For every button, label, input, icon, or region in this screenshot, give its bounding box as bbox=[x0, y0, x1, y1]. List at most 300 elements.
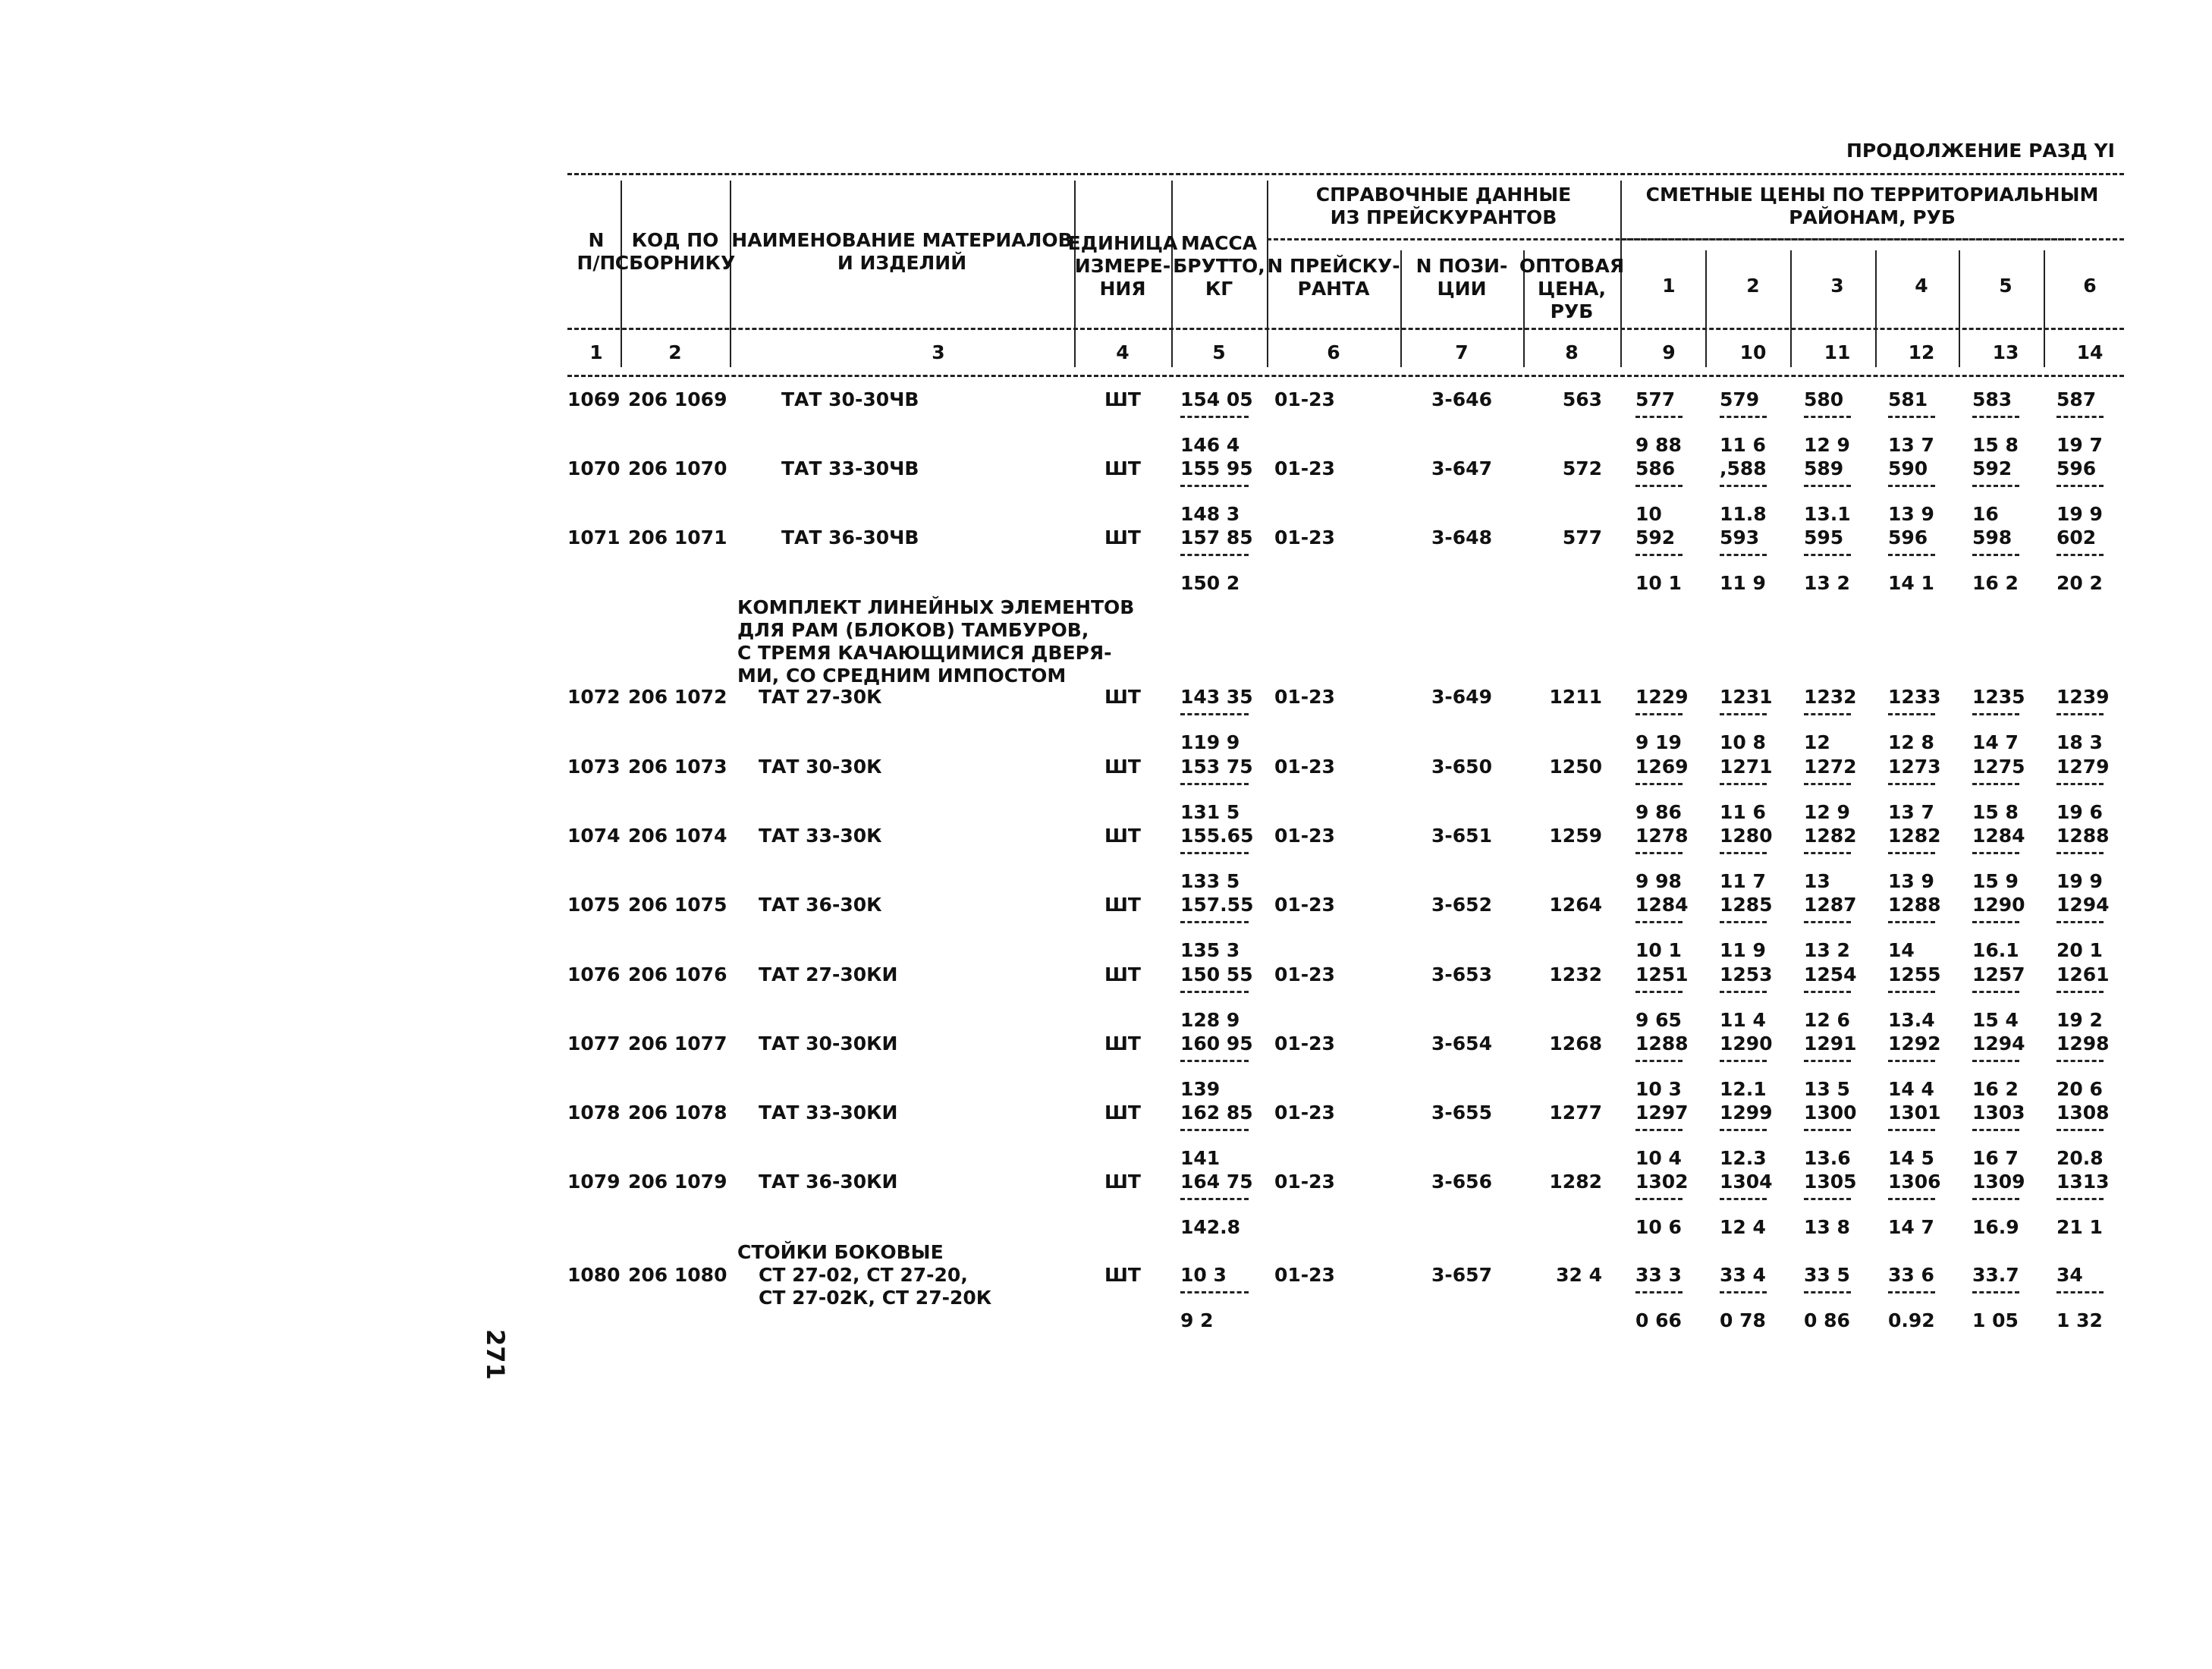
row-mass: 164 75 bbox=[1180, 1171, 1253, 1193]
row-estimate-price: 1287 bbox=[1804, 894, 1857, 916]
fraction-rule bbox=[1972, 852, 2019, 854]
row-estimate-coef: 15 8 bbox=[1972, 801, 2019, 823]
row-estimate-coef: 11 7 bbox=[1720, 870, 1766, 892]
row-unit: ШТ bbox=[1104, 1171, 1141, 1193]
row-estimate-price: 1273 bbox=[1888, 756, 1941, 778]
row-price-list: 01-23 bbox=[1274, 457, 1335, 479]
row-price-list: 01-23 bbox=[1274, 388, 1335, 410]
row-price-list: 01-23 bbox=[1274, 1033, 1335, 1055]
row-mass-net: 128 9 bbox=[1180, 1009, 1240, 1031]
row-estimate-coef: 0 86 bbox=[1804, 1309, 1850, 1331]
row-estimate-price: 1231 bbox=[1720, 686, 1773, 708]
row-estimate-price: 34 bbox=[2056, 1264, 2083, 1286]
fraction-rule bbox=[2056, 783, 2104, 785]
fraction-rule bbox=[1180, 1291, 1249, 1293]
row-estimate-price: 1278 bbox=[1635, 825, 1689, 847]
row-estimate-price: 1303 bbox=[1972, 1102, 2025, 1124]
row-wholesale: 572 bbox=[1562, 457, 1602, 479]
row-estimate-price: 1251 bbox=[1635, 963, 1689, 985]
hdr-mass-3: КГ bbox=[1205, 278, 1233, 300]
row-estimate-price: 1302 bbox=[1635, 1171, 1689, 1193]
row-estimate-coef: 13 9 bbox=[1888, 503, 1934, 525]
fraction-rule bbox=[1804, 852, 1851, 854]
fraction-rule bbox=[1720, 485, 1767, 487]
fraction-rule bbox=[1804, 554, 1851, 556]
row-estimate-coef: 12 8 bbox=[1888, 731, 1934, 753]
row-estimate-price: 592 bbox=[1635, 526, 1676, 548]
fraction-rule bbox=[1720, 554, 1767, 556]
row-estimate-price: 1255 bbox=[1888, 963, 1941, 985]
row-mass: 162 85 bbox=[1180, 1102, 1253, 1124]
row-code: 206 1076 bbox=[628, 963, 727, 985]
row-estimate-coef: 19 7 bbox=[2056, 434, 2103, 456]
row-estimate-price: 1280 bbox=[1720, 825, 1773, 847]
hdr-district: 4 bbox=[1915, 275, 1928, 297]
row-estimate-coef: 16.1 bbox=[1972, 939, 2019, 961]
row-estimate-price: 1275 bbox=[1972, 756, 2025, 778]
row-estimate-coef: 19 2 bbox=[2056, 1009, 2103, 1031]
hdr-district: 5 bbox=[1999, 275, 2012, 297]
fraction-rule bbox=[1804, 1198, 1851, 1200]
page-number: 271 bbox=[481, 1329, 510, 1380]
fraction-rule bbox=[1888, 416, 1935, 418]
row-mass-net: 142.8 bbox=[1180, 1216, 1241, 1238]
row-estimate-price: 587 bbox=[2056, 388, 2097, 410]
row-estimate-coef: 12 4 bbox=[1720, 1216, 1766, 1238]
fraction-rule bbox=[1180, 554, 1249, 556]
row-wholesale: 1250 bbox=[1549, 756, 1602, 778]
hdr-num-2: П/П bbox=[577, 252, 616, 274]
col-number: 1 bbox=[589, 341, 603, 363]
row-estimate-price: 586 bbox=[1635, 457, 1676, 479]
row-number: 1074 bbox=[567, 825, 621, 847]
row-code: 206 1074 bbox=[628, 825, 727, 847]
row-estimate-price: 1272 bbox=[1804, 756, 1857, 778]
row-estimate-price: ,588 bbox=[1720, 457, 1767, 479]
row-mass-net: 133 5 bbox=[1180, 870, 1240, 892]
row-estimate-price: 1288 bbox=[1888, 894, 1941, 916]
row-mass: 155.65 bbox=[1180, 825, 1254, 847]
row-estimate-coef: 13 7 bbox=[1888, 434, 1934, 456]
row-wholesale: 1268 bbox=[1549, 1033, 1602, 1055]
row-position: 3-656 bbox=[1431, 1171, 1492, 1193]
fraction-rule bbox=[1804, 1129, 1851, 1131]
fraction-rule bbox=[1804, 416, 1851, 418]
fraction-rule bbox=[1972, 1129, 2019, 1131]
row-estimate-coef: 13 2 bbox=[1804, 939, 1850, 961]
row-estimate-price: 33 4 bbox=[1720, 1264, 1766, 1286]
row-estimate-coef: 13.1 bbox=[1804, 503, 1851, 525]
row-estimate-price: 592 bbox=[1972, 457, 2012, 479]
row-estimate-coef: 9 19 bbox=[1635, 731, 1682, 753]
hdr-code-1: КОД ПО bbox=[631, 229, 719, 251]
fraction-rule bbox=[1720, 1129, 1767, 1131]
row-estimate-coef: 19 9 bbox=[2056, 503, 2103, 525]
row-name: ТАТ 33-30ЧВ bbox=[781, 457, 919, 479]
row-estimate-price: 577 bbox=[1635, 388, 1676, 410]
row-number: 1072 bbox=[567, 686, 621, 708]
row-estimate-coef: 10 8 bbox=[1720, 731, 1766, 753]
row-estimate-price: 1253 bbox=[1720, 963, 1773, 985]
row-price-list: 01-23 bbox=[1274, 526, 1335, 548]
row-unit: ШТ bbox=[1104, 526, 1141, 548]
header-top-rule bbox=[567, 173, 2124, 175]
col-number: 3 bbox=[932, 341, 945, 363]
hdr-code-2: СБОРНИКУ bbox=[614, 252, 736, 274]
row-estimate-coef: 9 65 bbox=[1635, 1009, 1682, 1031]
row-code: 206 1077 bbox=[628, 1033, 727, 1055]
row-estimate-coef: 19 9 bbox=[2056, 870, 2103, 892]
row-unit: ШТ bbox=[1104, 457, 1141, 479]
row-position: 3-649 bbox=[1431, 686, 1492, 708]
header-divider bbox=[1875, 250, 1877, 367]
row-mass-net: 131 5 bbox=[1180, 801, 1240, 823]
row-estimate-coef: 10 1 bbox=[1635, 572, 1682, 594]
row-estimate-coef: 13 7 bbox=[1888, 801, 1934, 823]
fraction-rule bbox=[1635, 921, 1683, 923]
row-code: 206 1078 bbox=[628, 1102, 727, 1124]
row-estimate-price: 595 bbox=[1804, 526, 1844, 548]
hdr-num-1: N bbox=[588, 229, 605, 251]
row-estimate-coef: 14 4 bbox=[1888, 1078, 1934, 1100]
row-position: 3-654 bbox=[1431, 1033, 1492, 1055]
fraction-rule bbox=[1888, 554, 1935, 556]
row-estimate-price: 1261 bbox=[2056, 963, 2110, 985]
group-heading-line: С ТРЕМЯ КАЧАЮЩИМИСЯ ДВЕРЯ- bbox=[737, 642, 1112, 664]
row-mass-net: 135 3 bbox=[1180, 939, 1240, 961]
hdr-ref-2: ИЗ ПРЕЙСКУРАНТОВ bbox=[1330, 206, 1557, 228]
row-code: 206 1079 bbox=[628, 1171, 727, 1193]
row-number: 1080 bbox=[567, 1264, 621, 1286]
row-mass: 160 95 bbox=[1180, 1033, 1253, 1055]
fraction-rule bbox=[1635, 852, 1683, 854]
row-number: 1073 bbox=[567, 756, 621, 778]
row-estimate-price: 33 3 bbox=[1635, 1264, 1682, 1286]
row-mass-net: 139 bbox=[1180, 1078, 1221, 1100]
fraction-rule bbox=[1972, 783, 2019, 785]
fraction-rule bbox=[1635, 1060, 1683, 1062]
colnum-bottom-rule bbox=[567, 375, 2124, 377]
fraction-rule bbox=[1888, 991, 1935, 993]
row-estimate-coef: 11 6 bbox=[1720, 434, 1766, 456]
row-number: 1070 bbox=[567, 457, 621, 479]
row-price-list: 01-23 bbox=[1274, 1102, 1335, 1124]
hdr-mass-1: МАССА bbox=[1180, 232, 1258, 254]
row-wholesale: 1232 bbox=[1549, 963, 1602, 985]
row-price-list: 01-23 bbox=[1274, 686, 1335, 708]
fraction-rule bbox=[2056, 713, 2104, 715]
row-estimate-price: 1291 bbox=[1804, 1033, 1857, 1055]
hdr-district: 1 bbox=[1662, 275, 1676, 297]
row-estimate-price: 1285 bbox=[1720, 894, 1773, 916]
row-code: 206 1072 bbox=[628, 686, 727, 708]
fraction-rule bbox=[1888, 852, 1935, 854]
row-estimate-coef: 9 86 bbox=[1635, 801, 1682, 823]
row-estimate-coef: 14 1 bbox=[1888, 572, 1934, 594]
hdr-mass-2: БРУТТО, bbox=[1173, 255, 1265, 277]
group-heading-line: КОМПЛЕКТ ЛИНЕЙНЫХ ЭЛЕМЕНТОВ bbox=[737, 596, 1135, 618]
fraction-rule bbox=[2056, 991, 2104, 993]
row-position: 3-657 bbox=[1431, 1264, 1492, 1286]
row-number: 1076 bbox=[567, 963, 621, 985]
row-estimate-price: 589 bbox=[1804, 457, 1844, 479]
row-wholesale: 1211 bbox=[1549, 686, 1602, 708]
continuation-label: ПРОДОЛЖЕНИЕ РАЗД YI bbox=[1846, 140, 2115, 162]
row-estimate-price: 596 bbox=[2056, 457, 2097, 479]
row-name: ТАТ 27-30КИ bbox=[759, 963, 898, 985]
fraction-rule bbox=[2056, 1060, 2104, 1062]
fraction-rule bbox=[1180, 485, 1249, 487]
group-heading-line: МИ, СО СРЕДНИМ ИМПОСТОМ bbox=[737, 665, 1067, 687]
row-number: 1069 bbox=[567, 388, 621, 410]
row-estimate-price: 580 bbox=[1804, 388, 1844, 410]
row-position: 3-655 bbox=[1431, 1102, 1492, 1124]
row-estimate-price: 1279 bbox=[2056, 756, 2110, 778]
fraction-rule bbox=[1888, 1129, 1935, 1131]
row-wholesale: 577 bbox=[1562, 526, 1602, 548]
row-unit: ШТ bbox=[1104, 1102, 1141, 1124]
hdr-position-2: ЦИИ bbox=[1437, 278, 1487, 300]
row-estimate-price: 1288 bbox=[1635, 1033, 1689, 1055]
fraction-rule bbox=[2056, 1129, 2104, 1131]
row-estimate-coef: 16 2 bbox=[1972, 572, 2019, 594]
row-estimate-coef: 11.8 bbox=[1720, 503, 1767, 525]
hdr-price-list-2: РАНТА bbox=[1297, 278, 1370, 300]
fraction-rule bbox=[1635, 783, 1683, 785]
row-estimate-coef: 9 88 bbox=[1635, 434, 1682, 456]
row-number: 1071 bbox=[567, 526, 621, 548]
row-unit: ШТ bbox=[1104, 825, 1141, 847]
row-estimate-price: 1300 bbox=[1804, 1102, 1857, 1124]
row-mass: 150 55 bbox=[1180, 963, 1253, 985]
row-estimate-coef: 10 3 bbox=[1635, 1078, 1682, 1100]
col-number: 12 bbox=[1908, 341, 1935, 363]
row-wholesale: 1259 bbox=[1549, 825, 1602, 847]
fraction-rule bbox=[1972, 485, 2019, 487]
row-wholesale: 1277 bbox=[1549, 1102, 1602, 1124]
fraction-rule bbox=[1635, 1291, 1683, 1293]
fraction-rule bbox=[1720, 991, 1767, 993]
fraction-rule bbox=[1972, 1060, 2019, 1062]
row-estimate-price: 1309 bbox=[1972, 1171, 2025, 1193]
row-code: 206 1071 bbox=[628, 526, 727, 548]
row-estimate-price: 1235 bbox=[1972, 686, 2025, 708]
col-number: 5 bbox=[1212, 341, 1226, 363]
row-estimate-coef: 12 6 bbox=[1804, 1009, 1850, 1031]
row-estimate-coef: 9 98 bbox=[1635, 870, 1682, 892]
fraction-rule bbox=[1720, 1060, 1767, 1062]
fraction-rule bbox=[1888, 713, 1935, 715]
hdr-est-2: РАЙОНАМ, РУБ bbox=[1789, 206, 1956, 228]
row-position: 3-646 bbox=[1431, 388, 1492, 410]
fraction-rule bbox=[1635, 485, 1683, 487]
row-estimate-price: 1305 bbox=[1804, 1171, 1857, 1193]
row-estimate-price: 1298 bbox=[2056, 1033, 2110, 1055]
row-estimate-price: 1271 bbox=[1720, 756, 1773, 778]
row-mass-net: 146 4 bbox=[1180, 434, 1240, 456]
row-estimate-price: 1313 bbox=[2056, 1171, 2110, 1193]
fraction-rule bbox=[1972, 554, 2019, 556]
fraction-rule bbox=[1972, 1198, 2019, 1200]
row-estimate-coef: 13 2 bbox=[1804, 572, 1850, 594]
col-number: 4 bbox=[1116, 341, 1130, 363]
col-number: 14 bbox=[2076, 341, 2104, 363]
hdr-unit-3: НИЯ bbox=[1099, 278, 1146, 300]
row-estimate-coef: 16.9 bbox=[1972, 1216, 2019, 1238]
row-name: ТАТ 36-30ЧВ bbox=[781, 526, 919, 548]
hdr-unit-1: ЕДИНИЦА bbox=[1067, 232, 1178, 254]
row-estimate-coef: 16 2 bbox=[1972, 1078, 2019, 1100]
row-estimate-coef: 14 bbox=[1888, 939, 1915, 961]
row-estimate-coef: 13 bbox=[1804, 870, 1830, 892]
row-mass-net: 9 2 bbox=[1180, 1309, 1214, 1331]
fraction-rule bbox=[2056, 485, 2104, 487]
fraction-rule bbox=[1804, 713, 1851, 715]
fraction-rule bbox=[1180, 1129, 1249, 1131]
row-name: ТАТ 27-30К bbox=[759, 686, 882, 708]
group-heading-2: СТОЙКИ БОКОВЫЕ bbox=[737, 1241, 944, 1263]
fraction-rule bbox=[1972, 921, 2019, 923]
row-estimate-coef: 0 66 bbox=[1635, 1309, 1682, 1331]
fraction-rule bbox=[1888, 485, 1935, 487]
row-estimate-coef: 10 4 bbox=[1635, 1147, 1682, 1169]
row-number: 1075 bbox=[567, 894, 621, 916]
fraction-rule bbox=[1180, 713, 1249, 715]
row-price-list: 01-23 bbox=[1274, 894, 1335, 916]
row-code: 206 1075 bbox=[628, 894, 727, 916]
row-mass-net: 148 3 bbox=[1180, 503, 1240, 525]
row-estimate-price: 33 5 bbox=[1804, 1264, 1850, 1286]
col-number: 10 bbox=[1739, 341, 1767, 363]
fraction-rule bbox=[1888, 1291, 1935, 1293]
row-estimate-price: 590 bbox=[1888, 457, 1928, 479]
row-name: ТАТ 30-30ЧВ bbox=[781, 388, 919, 410]
header-divider bbox=[1959, 250, 1960, 367]
fraction-rule bbox=[1888, 1060, 1935, 1062]
row-position: 3-652 bbox=[1431, 894, 1492, 916]
fraction-rule bbox=[2056, 416, 2104, 418]
row-estimate-price: 1233 bbox=[1888, 686, 1941, 708]
hdr-wholesale-1: ОПТОВАЯ bbox=[1519, 255, 1625, 277]
row-estimate-price: 1282 bbox=[1804, 825, 1857, 847]
row-wholesale: 1264 bbox=[1549, 894, 1602, 916]
row-estimate-price: 1239 bbox=[2056, 686, 2110, 708]
fraction-rule bbox=[1720, 416, 1767, 418]
row-unit: ШТ bbox=[1104, 686, 1141, 708]
hdr-wholesale-2: ЦЕНА, bbox=[1537, 278, 1607, 300]
row-unit: ШТ bbox=[1104, 1033, 1141, 1055]
row-estimate-price: 1284 bbox=[1635, 894, 1689, 916]
row-unit: ШТ bbox=[1104, 756, 1141, 778]
row-estimate-coef: 11 6 bbox=[1720, 801, 1766, 823]
hdr-district: 6 bbox=[2083, 275, 2097, 297]
fraction-rule bbox=[1635, 416, 1683, 418]
header-divider bbox=[1400, 250, 1402, 367]
hdr-est-1: СМЕТНЫЕ ЦЕНЫ ПО ТЕРРИТОРИАЛЬНЫМ bbox=[1645, 184, 2099, 206]
fraction-rule bbox=[1888, 1198, 1935, 1200]
row-estimate-coef: 12.1 bbox=[1720, 1078, 1767, 1100]
hdr-position-1: N ПОЗИ- bbox=[1415, 255, 1508, 277]
col-number: 13 bbox=[1992, 341, 2019, 363]
row-estimate-coef: 13 5 bbox=[1804, 1078, 1850, 1100]
hdr-ref-1: СПРАВОЧНЫЕ ДАННЫЕ bbox=[1315, 184, 1572, 206]
col-number: 2 bbox=[668, 341, 682, 363]
row-code: 206 1069 bbox=[628, 388, 727, 410]
row-estimate-price: 1290 bbox=[1972, 894, 2025, 916]
row-estimate-price: 1304 bbox=[1720, 1171, 1773, 1193]
row-estimate-coef: 14 5 bbox=[1888, 1147, 1934, 1169]
col-number: 6 bbox=[1327, 341, 1340, 363]
row-estimate-coef: 12.3 bbox=[1720, 1147, 1767, 1169]
fraction-rule bbox=[1180, 1060, 1249, 1062]
row-wholesale: 32 4 bbox=[1556, 1264, 1602, 1286]
fraction-rule bbox=[1804, 1060, 1851, 1062]
row-name: ТАТ 33-30К bbox=[759, 825, 882, 847]
fraction-rule bbox=[1180, 416, 1249, 418]
row-mass: 154 05 bbox=[1180, 388, 1253, 410]
row-estimate-price: 1269 bbox=[1635, 756, 1689, 778]
row-estimate-price: 593 bbox=[1720, 526, 1760, 548]
row-position: 3-648 bbox=[1431, 526, 1492, 548]
row-estimate-price: 1290 bbox=[1720, 1033, 1773, 1055]
fraction-rule bbox=[1804, 921, 1851, 923]
fraction-rule bbox=[2056, 1198, 2104, 1200]
hdr-name-1: НАИМЕНОВАНИЕ МАТЕРИАЛОВ bbox=[731, 229, 1073, 251]
row-estimate-coef: 10 bbox=[1635, 503, 1662, 525]
fraction-rule bbox=[1720, 852, 1767, 854]
row-name: ТАТ 30-30К bbox=[759, 756, 882, 778]
fraction-rule bbox=[1180, 921, 1249, 923]
fraction-rule bbox=[2056, 1291, 2104, 1293]
row-mass: 143 35 bbox=[1180, 686, 1253, 708]
fraction-rule bbox=[1180, 1198, 1249, 1200]
group-heading-line: ДЛЯ РАМ (БЛОКОВ) ТАМБУРОВ, bbox=[737, 619, 1089, 641]
row-estimate-price: 1294 bbox=[1972, 1033, 2025, 1055]
row-name-line2: СТ 27-02К, СТ 27-20К bbox=[759, 1287, 992, 1309]
est-subheader-rule bbox=[1620, 238, 2124, 240]
row-estimate-price: 1297 bbox=[1635, 1102, 1689, 1124]
fraction-rule bbox=[1972, 416, 2019, 418]
row-name: ТАТ 36-30К bbox=[759, 894, 882, 916]
row-estimate-coef: 15 9 bbox=[1972, 870, 2019, 892]
hdr-unit-2: ИЗМЕРЕ- bbox=[1074, 255, 1171, 277]
row-estimate-price: 579 bbox=[1720, 388, 1760, 410]
row-estimate-coef: 15 4 bbox=[1972, 1009, 2019, 1031]
row-estimate-price: 1288 bbox=[2056, 825, 2110, 847]
row-estimate-coef: 12 9 bbox=[1804, 801, 1850, 823]
fraction-rule bbox=[2056, 921, 2104, 923]
row-mass: 155 95 bbox=[1180, 457, 1253, 479]
row-position: 3-653 bbox=[1431, 963, 1492, 985]
row-estimate-price: 602 bbox=[2056, 526, 2097, 548]
row-code: 206 1080 bbox=[628, 1264, 727, 1286]
row-estimate-coef: 0.92 bbox=[1888, 1309, 1935, 1331]
row-position: 3-647 bbox=[1431, 457, 1492, 479]
row-estimate-price: 1306 bbox=[1888, 1171, 1941, 1193]
fraction-rule bbox=[1180, 783, 1249, 785]
row-estimate-coef: 1 32 bbox=[2056, 1309, 2103, 1331]
row-name: ТАТ 33-30КИ bbox=[759, 1102, 898, 1124]
row-wholesale: 1282 bbox=[1549, 1171, 1602, 1193]
row-estimate-coef: 0 78 bbox=[1720, 1309, 1766, 1331]
row-estimate-coef: 21 1 bbox=[2056, 1216, 2103, 1238]
row-estimate-price: 596 bbox=[1888, 526, 1928, 548]
hdr-wholesale-3: РУБ bbox=[1550, 300, 1594, 322]
row-price-list: 01-23 bbox=[1274, 1264, 1335, 1286]
row-estimate-price: 598 bbox=[1972, 526, 2012, 548]
header-divider bbox=[1790, 250, 1792, 367]
row-mass-net: 119 9 bbox=[1180, 731, 1240, 753]
